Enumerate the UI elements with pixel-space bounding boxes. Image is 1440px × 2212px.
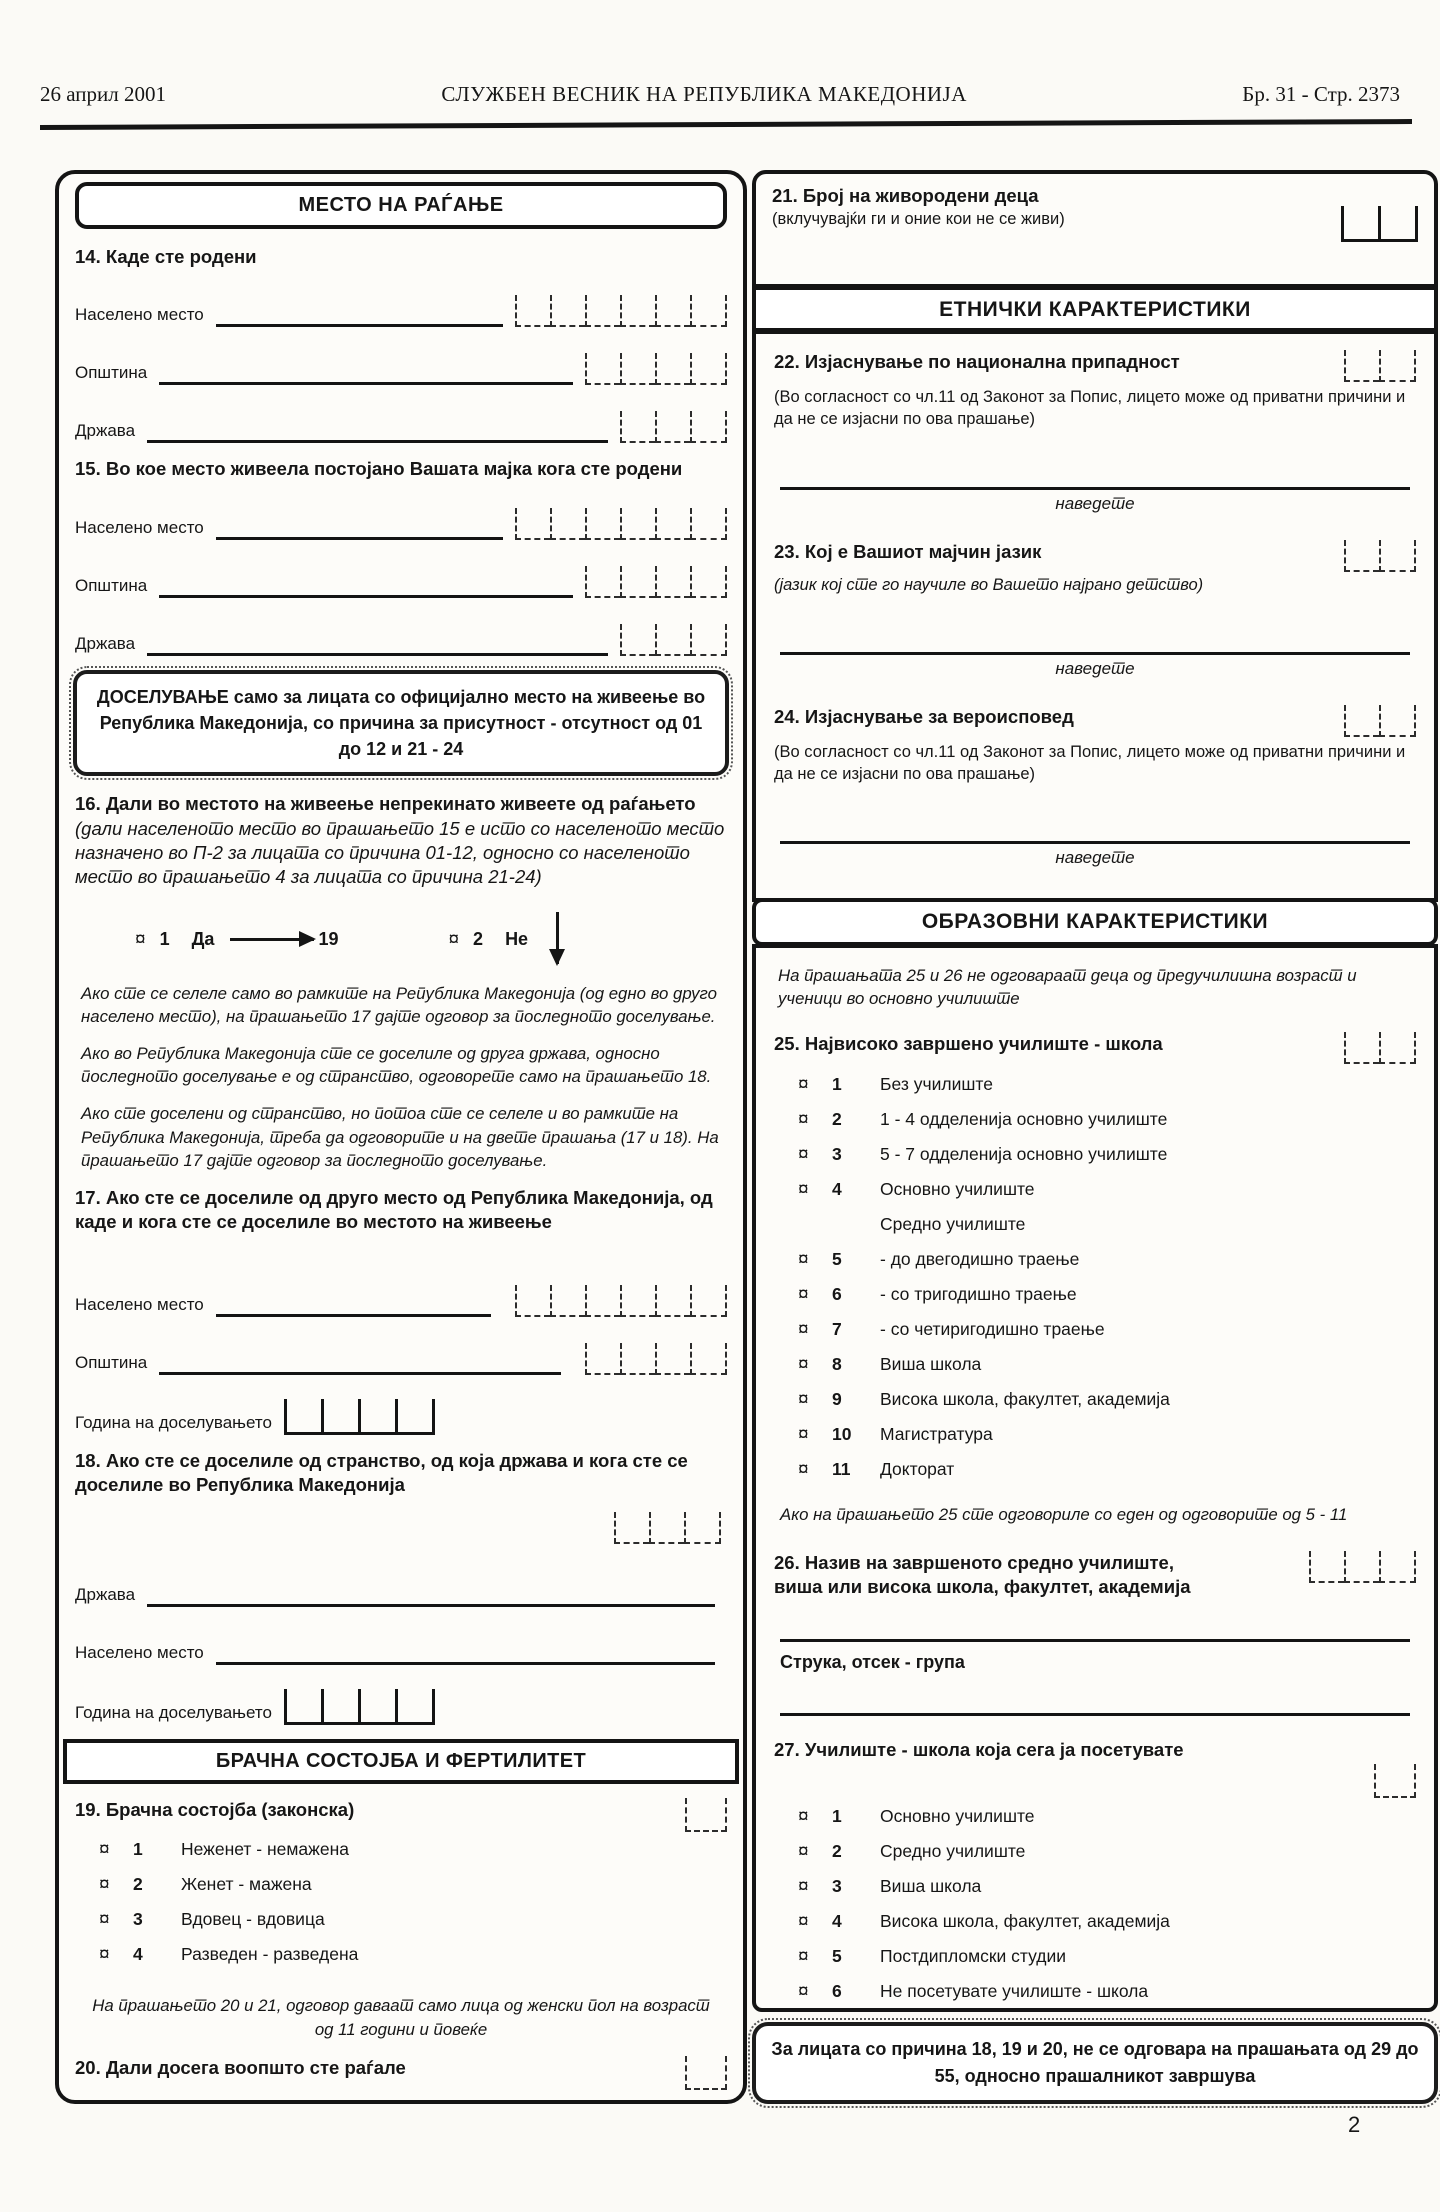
option-checkbox[interactable]: ¤ — [798, 1424, 809, 1446]
education-intro-note: На прашањата 25 и 26 не одговараат деца од предучилишна возраст и ученици во основно училиште — [778, 966, 1357, 1009]
issue-date: 26 април 2001 — [40, 82, 166, 106]
option-row[interactable] — [798, 1074, 1416, 1102]
option-label: Висока школа, факултет, академија — [880, 1911, 1170, 1932]
code-boxes[interactable] — [515, 295, 727, 327]
question-23-label: 23. Кој е Вашиот мајчин јазик — [774, 540, 1042, 562]
question-25 — [774, 1032, 1416, 1526]
field-label: Држава — [75, 1584, 136, 1604]
form-field-row — [75, 1399, 727, 1435]
skip-instruction-banner: За лицата со причина 18, 19 и 20, не се одговара на прашањата од 29 до 55, односно прашалникот завршува — [752, 2022, 1438, 2104]
option-number: 6 — [832, 1981, 842, 2002]
question-17-label: 17. Ако сте се доселиле од друго место од Република Македонија, од каде и кога сте се доселиле во местото на живеење — [75, 1186, 713, 1233]
field-label: Општина — [75, 575, 148, 595]
option-number: 9 — [832, 1389, 842, 1410]
option-checkbox[interactable]: ¤ — [798, 1284, 809, 1306]
question-14-fields — [75, 293, 727, 443]
question-25-note: Ако на прашањето 25 сте одговориле со еден од одговорите од 5 - 11 — [780, 1505, 1348, 1525]
question-19-answer-box[interactable] — [685, 1798, 727, 1832]
question-21-clarification: (вклучувајќи ги и оние кои не се живи) — [772, 210, 1065, 229]
write-in-line[interactable] — [216, 1642, 715, 1665]
form-field-row — [75, 409, 727, 443]
option-checkbox[interactable]: ¤ — [99, 1838, 110, 1860]
option-label: Не посетувате училиште - школа — [880, 1981, 1149, 2002]
code-boxes[interactable] — [620, 411, 727, 443]
write-in-line[interactable] — [216, 1294, 491, 1317]
option-label: Вдовец - вдовица — [181, 1908, 325, 1929]
question-15-label: 15. Во кое место живеела постојано Вашата мајка кога сте родени — [75, 458, 683, 480]
field-label: Година на доселувањето — [75, 1412, 272, 1432]
option-row[interactable] — [798, 1946, 1416, 1974]
question-25-label: 25. Највисоко завршено училиште - школа — [774, 1033, 1163, 1055]
option-checkbox[interactable]: ¤ — [99, 1943, 110, 1965]
option-row[interactable] — [798, 1249, 1416, 1277]
option-row[interactable] — [798, 1354, 1416, 1382]
option-checkbox[interactable]: ¤ — [798, 1981, 809, 2003]
question-14-label: 14. Каде сте родени — [75, 246, 257, 267]
write-in-line[interactable] — [147, 633, 608, 656]
question-27-answer-box[interactable] — [1374, 1764, 1416, 1798]
question-16-label: 16. Дали во местото на живеење непрекинато живеете од раѓањето (дали населеното место во прашањето 15 е исто со населеното место назначено во П-2 за лицата со причина 01-12, односно со населеното место во прашањето 4 за лицата со причина 21-24) — [75, 793, 725, 888]
option-label: Разведен - разведена — [181, 1943, 359, 1964]
question-16 — [75, 792, 727, 1172]
option-label: Постдипломски студии — [880, 1946, 1067, 1967]
option-checkbox[interactable]: ¤ — [798, 1389, 809, 1411]
section-place-of-birth-title: МЕСТО НА РАЃАЊЕ — [75, 182, 727, 229]
option-checkbox[interactable]: ¤ — [99, 1908, 110, 1930]
option-number: 2 — [832, 1841, 842, 1862]
option-number: 5 — [832, 1946, 842, 1967]
question-20 — [75, 2056, 727, 2104]
specify-hint: наведете — [1055, 848, 1135, 868]
option-row[interactable] — [798, 1806, 1416, 1834]
option-row[interactable] — [798, 1424, 1416, 1452]
code-boxes[interactable] — [585, 1343, 727, 1375]
continue-arrow-down — [556, 912, 559, 964]
write-in-line[interactable] — [147, 1584, 715, 1607]
option-label: Виша школа — [880, 1876, 982, 1897]
question-18 — [75, 1449, 727, 1725]
code-boxes[interactable] — [585, 353, 727, 385]
option-label: Средно училиште — [880, 1214, 1026, 1235]
question-16-clarification: (дали населеното место во прашањето 15 е исто со населеното место назначено во П-2 за лицата со причина 01-12, односно со населеното место во прашањето 4 за лицата со причина 21-24) — [75, 817, 725, 888]
write-in-line[interactable] — [216, 517, 503, 540]
field-label: Населено место — [75, 1642, 204, 1662]
option-row[interactable] — [798, 1109, 1416, 1137]
question-19 — [75, 1798, 727, 2043]
code-boxes[interactable] — [515, 508, 727, 540]
option-checkbox[interactable]: ¤ — [798, 1319, 809, 1341]
option-label: Виша школа — [880, 1354, 982, 1375]
form-field-row — [75, 1283, 727, 1317]
option-number: 4 — [832, 1179, 842, 1200]
question-24-clarification: (Во согласност со чл.11 од Законот за Попис, лицето може од приватни причини и да не се изјасни по ова прашање) — [774, 742, 1406, 784]
issue-page-ref: Бр. 31 - Стр. 2373 — [1242, 82, 1400, 106]
question-26-field2-label: Струка, отсек - група — [780, 1652, 965, 1673]
question-27-label: 27. Училиште - школа која сега ја посетувате — [774, 1739, 1184, 1761]
field-label: Држава — [75, 421, 136, 441]
option-label: Магистратура — [880, 1424, 993, 1445]
code-boxes[interactable] — [620, 624, 727, 656]
option-label: Основно училиште — [880, 1806, 1035, 1827]
question-23-clarification: (јазик кој сте го научиле во Вашето најрано детство) — [774, 575, 1204, 594]
field-label: Населено место — [75, 517, 204, 537]
option-label-yes: Да — [191, 929, 215, 950]
instruction-note: Ако во Република Македонија сте се доселиле од друга држава, односно последното доселување е од странство, одговорете само на прашањето 18. — [81, 1044, 712, 1087]
option-row[interactable] — [99, 1839, 727, 1867]
field-label: Година на доселувањето — [75, 1702, 272, 1722]
question-27 — [774, 1738, 1416, 2009]
section-ethnic-title: ЕТНИЧКИ КАРАКТЕРИСТИКИ — [752, 286, 1438, 332]
section-education-title: ОБРАЗОВНИ КАРАКТЕРИСТИКИ — [752, 898, 1438, 946]
option-checkbox-yes[interactable]: ¤ — [135, 929, 146, 951]
question-26-field2-line — [780, 1713, 1410, 1716]
question-26-name-line — [780, 1639, 1410, 1642]
option-number: 3 — [133, 1908, 143, 1929]
write-in-line[interactable] — [159, 575, 573, 598]
option-row[interactable] — [798, 1144, 1416, 1172]
option-row[interactable] — [99, 1944, 727, 1972]
ethnic-section-box — [752, 330, 1438, 902]
option-row[interactable] — [798, 1389, 1416, 1417]
option-row[interactable] — [99, 1909, 727, 1937]
question-25-code-boxes[interactable] — [1344, 1032, 1416, 1064]
question-15-fields — [75, 506, 727, 656]
form-field-row — [75, 1341, 727, 1375]
option-row[interactable] — [798, 1841, 1416, 1869]
question-21 — [752, 170, 1438, 288]
goto-arrow-right — [230, 938, 314, 941]
option-checkbox[interactable]: ¤ — [798, 1144, 809, 1166]
form-field-row — [75, 1573, 727, 1607]
option-checkbox[interactable]: ¤ — [798, 1946, 809, 1968]
option-number: 1 — [159, 929, 170, 950]
option-checkbox-no[interactable]: ¤ — [448, 929, 460, 951]
code-boxes[interactable] — [515, 1285, 727, 1317]
option-number: 8 — [832, 1354, 842, 1375]
code-boxes[interactable] — [585, 566, 727, 598]
question-16-answers — [135, 912, 727, 968]
option-label: Средно училиште — [880, 1841, 1026, 1862]
option-label: Докторат — [880, 1459, 955, 1480]
form-field-row — [75, 622, 727, 656]
option-checkbox[interactable]: ¤ — [798, 1911, 809, 1933]
question-15 — [75, 457, 727, 655]
option-row[interactable] — [798, 1911, 1416, 1939]
page-number: 2 — [1348, 2112, 1361, 2137]
code-boxes[interactable] — [284, 1689, 435, 1725]
question-19-options — [75, 1839, 727, 1972]
form-field-row — [75, 1689, 727, 1725]
option-number: 11 — [832, 1459, 851, 1480]
question-20-answer-box[interactable] — [685, 2056, 727, 2090]
option-label: - со тригодишно траење — [880, 1284, 1077, 1305]
option-number: 5 — [832, 1249, 842, 1270]
left-column — [55, 170, 747, 2104]
option-number: 3 — [832, 1144, 842, 1165]
form-field-row — [75, 1631, 727, 1665]
question-20-label: 20. Дали досега воопшто сте раѓале — [75, 2057, 406, 2079]
option-number: 2 — [832, 1109, 842, 1130]
question-24 — [774, 705, 1416, 869]
question-24-code-boxes[interactable] — [1344, 705, 1416, 737]
option-number: 1 — [133, 1838, 143, 1859]
gazette-title: СЛУЖБЕН ВЕСНИК НА РЕПУБЛИКА МАКЕДОНИЈА — [441, 82, 967, 106]
masthead-rule — [40, 119, 1412, 130]
option-checkbox[interactable]: ¤ — [99, 1873, 110, 1895]
specify-hint: наведете — [1055, 493, 1135, 513]
option-row[interactable] — [99, 1874, 727, 1902]
option-checkbox[interactable]: ¤ — [798, 1249, 809, 1271]
write-in-line[interactable] — [780, 1639, 1410, 1642]
option-label: - со четиригодишно траење — [880, 1319, 1105, 1340]
field-label: Држава — [75, 633, 136, 653]
option-row[interactable] — [798, 1284, 1416, 1312]
option-label: Висока школа, факултет, академија — [880, 1389, 1170, 1410]
option-checkbox[interactable]: ¤ — [798, 1876, 809, 1898]
option-row[interactable] — [798, 1214, 1416, 1242]
question-21-code-boxes[interactable] — [1341, 206, 1418, 242]
question-21-label: 21. Број на живородени деца — [772, 185, 1039, 206]
question-18-label: 18. Ако сте се доселиле од странство, од која држава и кога сте се доселиле во Република Македонија — [75, 1449, 688, 1496]
option-label: Основно училиште — [880, 1179, 1035, 1200]
form-field-row — [75, 564, 727, 598]
option-label: - до двегодишно траење — [880, 1249, 1080, 1270]
option-number: 4 — [133, 1943, 143, 1964]
question-19-label: 19. Брачна состојба (законска) — [75, 1798, 355, 1820]
option-label: Женет - мажена — [181, 1873, 312, 1894]
option-number: 3 — [832, 1876, 842, 1897]
option-row[interactable] — [798, 1179, 1416, 1207]
question-27-options — [774, 1806, 1416, 2009]
option-number: 4 — [832, 1911, 842, 1932]
instruction-note: Ако сте доселени од странство, но потоа сте се селеле и во рамките на Република Македонија, треба да одговорите и на двете прашања (17 и 18). На прашањето 17 дајте одговор за последното доселување. — [81, 1104, 719, 1170]
option-row[interactable] — [798, 1459, 1416, 1487]
question-24-specify — [780, 841, 1410, 868]
question-18-code-boxes[interactable] — [614, 1512, 721, 1544]
question-22-code-boxes[interactable] — [1344, 350, 1416, 382]
option-number: 6 — [832, 1284, 842, 1305]
option-checkbox[interactable]: ¤ — [798, 1074, 809, 1096]
option-number: 2 — [133, 1873, 143, 1894]
form-field-row — [75, 293, 727, 327]
write-in-line[interactable] — [216, 304, 503, 327]
form-field-row — [75, 506, 727, 540]
question-25-options — [774, 1074, 1416, 1487]
education-section-box — [752, 944, 1438, 2012]
option-number: 1 — [832, 1806, 842, 1827]
option-row[interactable] — [798, 1876, 1416, 1904]
goto-question-number: 19 — [318, 929, 339, 950]
question-17 — [75, 1186, 727, 1435]
question-26-label: 26. Назив на завршеното средно училиште, виша или висока школа, факултет, академија — [774, 1551, 1191, 1597]
migration-section-banner: ДОСЕЛУВАЊЕ само за лицата со официјално место на живеење во Република Македонија, со причина за присутност - отсутност од 01 до 12 и 21 - 24 — [73, 670, 729, 776]
question-18-fields — [75, 1573, 727, 1725]
question-23-specify — [780, 652, 1410, 679]
question-26-code-boxes[interactable] — [1309, 1551, 1416, 1583]
question-23-code-boxes[interactable] — [1344, 540, 1416, 572]
option-checkbox[interactable]: ¤ — [798, 1109, 809, 1131]
section-marital-fertility-title: БРАЧНА СОСТОЈБА И ФЕРТИЛИТЕТ — [63, 1739, 739, 1784]
question-22-label: 22. Изјаснување по национална припадност — [774, 351, 1180, 372]
code-boxes[interactable] — [284, 1399, 435, 1435]
question-22-specify — [780, 487, 1410, 514]
field-label: Општина — [75, 1352, 148, 1372]
option-checkbox[interactable]: ¤ — [798, 1841, 809, 1863]
question-17-fields — [75, 1283, 727, 1435]
option-row[interactable] — [798, 1319, 1416, 1347]
form-field-row — [75, 351, 727, 385]
write-in-line[interactable] — [159, 1352, 561, 1375]
option-label-no: Не — [505, 929, 529, 950]
question-14 — [75, 245, 727, 443]
option-checkbox[interactable]: ¤ — [798, 1179, 809, 1201]
option-number: 2 — [473, 929, 484, 950]
write-in-line[interactable] — [159, 362, 573, 385]
question-19-note: На прашањето 20 и 21, одговор даваат само лица од женски пол на возраст од 11 години и повеќе — [92, 1995, 710, 2039]
option-number: 10 — [832, 1424, 852, 1445]
option-label: 1 - 4 одделенија основно училиште — [880, 1109, 1168, 1130]
question-16-notes — [75, 982, 727, 1172]
option-label: 5 - 7 одделенија основно училиште — [880, 1144, 1168, 1165]
option-checkbox[interactable]: ¤ — [798, 1354, 809, 1376]
question-22-clarification: (Во согласност со чл.11 од Законот за Попис, лицето може од приватни причини и да не се изјасни по ова прашање) — [774, 388, 1406, 429]
option-checkbox[interactable]: ¤ — [798, 1459, 809, 1481]
option-number: 7 — [832, 1319, 842, 1340]
masthead — [40, 82, 1400, 107]
field-label: Населено место — [75, 1294, 204, 1314]
field-label: Населено место — [75, 305, 204, 325]
option-label: Неженет - немажена — [181, 1838, 349, 1859]
question-24-label: 24. Изјаснување за вероисповед — [774, 705, 1074, 727]
option-checkbox[interactable]: ¤ — [798, 1806, 809, 1828]
field-label: Општина — [75, 363, 148, 383]
specify-hint: наведете — [1055, 658, 1135, 678]
option-number: 1 — [832, 1074, 842, 1095]
option-label: Без училиште — [880, 1074, 993, 1095]
option-row[interactable] — [798, 1981, 1416, 2009]
write-in-line[interactable] — [780, 1713, 1410, 1716]
instruction-note: Ако сте се селеле само во рамките на Република Македонија (од едно во друго населено место), на прашањето 17 дајте одговор за последното доселување. — [81, 983, 717, 1026]
question-26 — [774, 1551, 1416, 1717]
write-in-line[interactable] — [147, 420, 608, 443]
question-23 — [774, 540, 1416, 679]
question-22 — [774, 350, 1416, 514]
